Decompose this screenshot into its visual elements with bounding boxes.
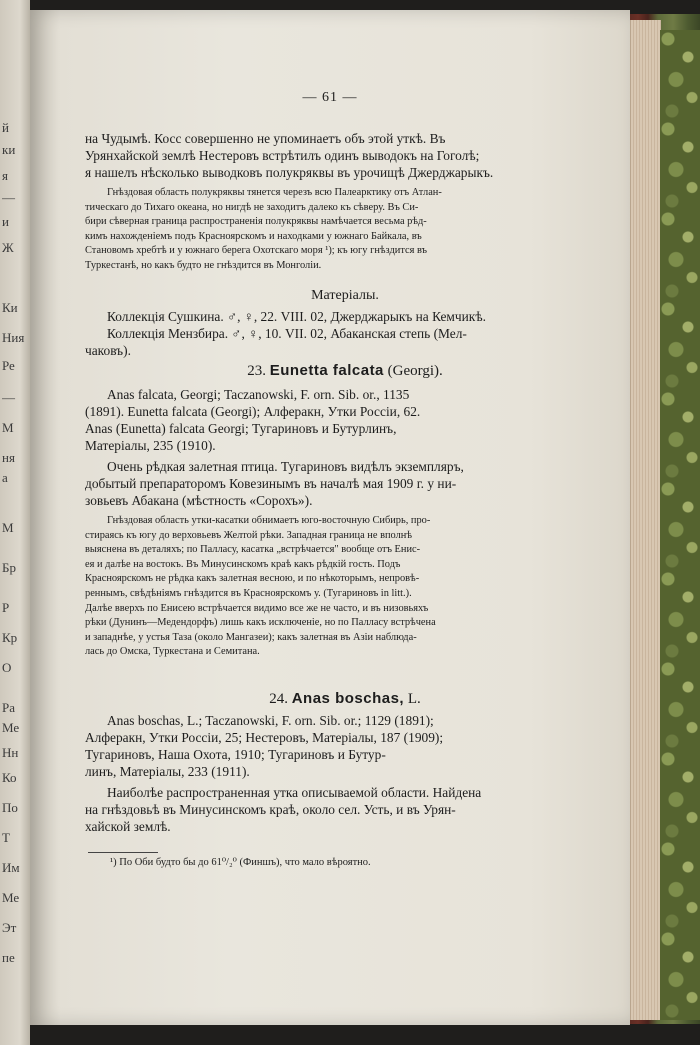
left-page-text-fragment: М	[2, 520, 14, 535]
left-page-text-fragment: Ко	[2, 770, 17, 785]
text-line: Красноярскомъ не рѣдка какъ залетная весною, и по нѣкоторымъ, непровѣ-	[85, 573, 420, 585]
left-page-text-fragment: —	[2, 190, 15, 205]
materials-list	[85, 308, 605, 359]
text-line: Anas (Eunetta) falcata Georgi; Тугариновъ и Бутурлинъ,	[85, 421, 397, 436]
book-page	[30, 10, 630, 1025]
left-page-text-fragment: Им	[2, 860, 20, 875]
text-line: Наиболѣе распространенная утка описываемой области. Найдена	[107, 785, 482, 800]
text-line: Тугариновъ, Наша Охота, 1910; Тугариновъ и Бутур-	[85, 747, 386, 762]
left-page-text-fragment: Ки	[2, 300, 18, 315]
text-line: Anas falcata, Georgi; Taczanowski, F. orn. Sib. or., 1135	[107, 387, 410, 402]
left-page-text-fragment: ня	[2, 450, 15, 465]
text-line: выяснена въ деталяхъ; по Палласу, касатка „встрѣчается" вообще отъ Енис-	[85, 544, 421, 556]
species-23-heading	[85, 362, 605, 380]
text-line: (1891). Eunetta falcata (Georgi); Алферакн, Утки Россіи, 62.	[85, 404, 421, 419]
paragraph-1	[85, 130, 605, 181]
text-line: зовьевъ Абакана (мѣстность «Сорохъ»).	[85, 493, 313, 508]
species-number: 23.	[247, 363, 266, 379]
text-line: на гнѣздовьѣ въ Минусинскомъ краѣ, около сел. Усть, и въ Урян-	[85, 802, 456, 817]
left-page-text-fragment: Нн	[2, 745, 19, 760]
text-line: Коллекція Сушкина. ♂, ♀, 22. VIII. 02, Джерджарыкъ на Кемчикѣ.	[107, 309, 486, 324]
page-number: — 61 —	[302, 90, 358, 105]
text-line: и западнѣе, у устья Таза (около Мангазеи); какъ залетная въ Азіи наблюда-	[85, 631, 417, 643]
left-page-text-fragment: Эт	[2, 920, 17, 935]
left-page-text-fragment: Ж	[2, 240, 14, 255]
left-page-text-fragment: Р	[2, 600, 10, 615]
species-author: (Georgi).	[387, 363, 443, 379]
species-24-paragraph	[85, 784, 605, 835]
left-page-text-fragment: Ме	[2, 720, 20, 735]
materials-heading: Матеріалы.	[311, 288, 379, 303]
text-line: Матеріалы, 235 (1910).	[85, 438, 216, 453]
text-line: кимъ нахожденіемъ подъ Красноярскомъ и находками у южнаго Байкала, въ	[85, 230, 422, 242]
text-line: лась до Омска, Туркестана и Семитана.	[85, 646, 260, 658]
text-line: Коллекція Мензбира. ♂, ♀, 10. VII. 02, Абаканская степь (Мел-	[107, 326, 467, 341]
left-page-text-fragment: Ра	[2, 700, 15, 715]
left-page-text-fragment: Ме	[2, 890, 20, 905]
footnote-rule	[88, 852, 158, 853]
page-edges	[630, 20, 661, 1020]
left-page-text-fragment: я	[2, 168, 8, 183]
left-page-text-fragment: Ния	[2, 330, 25, 345]
text-line: Туркестанѣ, но какъ будто не гнѣздится въ Монголіи.	[85, 259, 322, 271]
species-23-synonymy	[85, 386, 605, 454]
left-page-text-fragment: и	[2, 214, 9, 229]
left-page-text-fragment: О	[2, 660, 12, 675]
species-name: Eunetta falcata	[269, 362, 384, 379]
text-line: реннымъ, свѣдѣніямъ гнѣздится въ Красноярскомъ у. (Тугариновъ in litt.).	[85, 587, 412, 599]
left-page-text-fragment: ки	[2, 142, 16, 157]
text-line: тическаго до Тихаго океана, но нигдѣ не заходитъ далеко къ сѣверу. Въ Си-	[85, 201, 419, 213]
species-24-heading	[85, 690, 605, 708]
text-line: ея и далѣе на востокъ. Въ Минусинскомъ краѣ какъ рѣдкій гость. Подъ	[85, 558, 401, 570]
text-line: Урянхайской землѣ Нестеровъ встрѣтилъ одинъ выводокъ на Гоголѣ;	[85, 148, 480, 163]
species-name: Anas boschas,	[291, 690, 405, 707]
left-page-text-fragment: М	[2, 420, 14, 435]
text-line: Очень рѣдкая залетная птица. Тугариновъ видѣлъ экземпляръ,	[107, 459, 464, 474]
left-page-text-fragment: Т	[2, 830, 10, 845]
left-page-text-fragment: й	[2, 120, 9, 135]
text-line: Гнѣздовая область утки-касатки обнимаетъ юго-восточную Сибирь, про-	[107, 515, 431, 526]
species-23-paragraph	[85, 458, 605, 509]
text-line: Далѣе вверхъ по Енисею встрѣчается видимо все же не часто, и въ низовьяхъ	[85, 602, 429, 614]
text-line: рѣки (Дунинъ—Медендорфъ) лишь какъ исключеніе, но по Палласу встрѣчена	[85, 617, 436, 629]
left-page-text-fragment: Бр	[2, 560, 16, 575]
text-line: я нашелъ нѣсколько выводковъ полукряквы въ урочищѣ Джерджарыкъ.	[85, 165, 494, 180]
left-page-edge	[0, 0, 30, 1045]
text-line: стираясь къ югу до верховьевъ Желтой рѣки. Западная граница не вполнѣ	[85, 529, 412, 541]
text-line: добытый препараторомъ Ковезинымъ въ началѣ мая 1909 г. у ни-	[85, 476, 457, 491]
text-line: Становомъ хребтѣ и у южнаго берега Охотскаго моря ¹); къ югу гнѣздится въ	[85, 245, 428, 257]
left-page-text-fragment: Ре	[2, 358, 15, 373]
species-23-small-paragraph	[85, 514, 605, 660]
text-line: Anas boschas, L.; Taczanowski, F. orn. Sib. or.; 1129 (1891);	[107, 713, 434, 728]
paragraph-2-small	[85, 186, 605, 274]
species-number: 24.	[269, 691, 288, 707]
left-page-text-fragment: —	[2, 390, 15, 405]
left-page-text-fragment: пе	[2, 950, 15, 965]
text-line: на Чудымѣ. Косс совершенно не упоминаетъ объ этой уткѣ. Въ	[85, 131, 446, 146]
text-line: Гнѣздовая область полукряквы тянется черезъ всю Палеарктику отъ Атлан-	[107, 187, 442, 198]
text-line: хайской землѣ.	[85, 819, 171, 834]
text-line: бири сѣверная граница распространенія полукряквы намѣчается весьма рѣд-	[85, 216, 427, 228]
text-line: Алферакн, Утки Россіи, 25; Нестеровъ, Матеріалы, 187 (1909);	[85, 730, 444, 745]
footnote: ¹) По Оби будто бы до 61⁰/₂⁰ (Финшъ), что мало вѣроятно.	[110, 857, 371, 868]
text-line: линъ, Матеріалы, 233 (1911).	[85, 764, 250, 779]
left-page-text-fragment: По	[2, 800, 18, 815]
text-line: чаковъ).	[85, 343, 131, 358]
species-24-synonymy	[85, 712, 605, 780]
marbled-cover	[660, 30, 700, 1020]
left-page-text-fragment: а	[2, 470, 8, 485]
species-author: L.	[407, 691, 421, 707]
left-page-text-fragment: Кр	[2, 630, 18, 645]
